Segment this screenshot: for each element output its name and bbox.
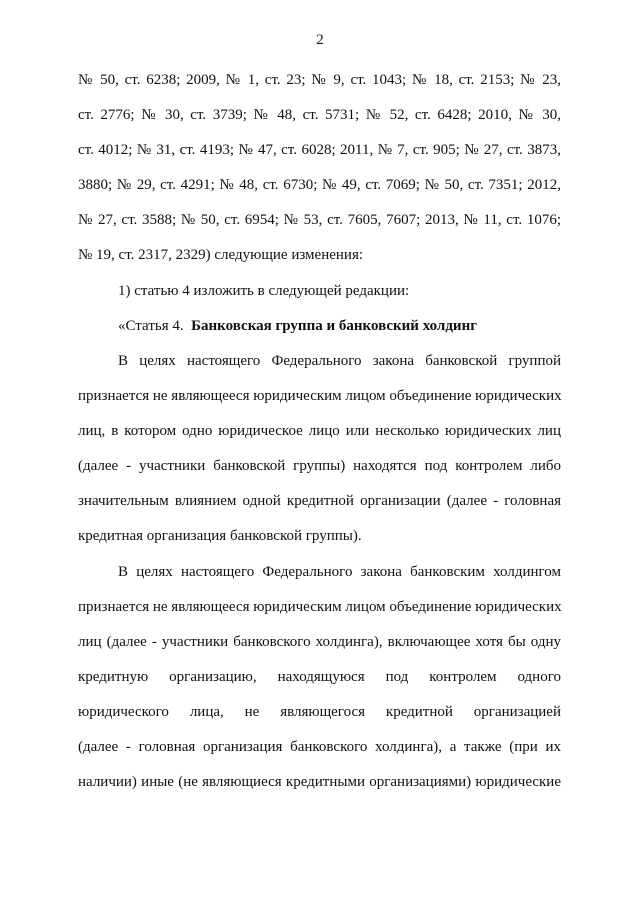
paragraph-1-line: лиц, в котором одно юридическое лицо или несколько юридических лиц: [78, 423, 561, 439]
paragraph-2-line: кредитную организацию, находящуюся под контролем одного: [78, 669, 561, 685]
citation-line: ст. 2776; № 30, ст. 3739; № 48, ст. 5731; № 52, ст. 6428; 2010, № 30,: [78, 107, 561, 123]
paragraph-1-line: В целях настоящего Федерального закона банковской группой: [118, 353, 561, 369]
citation-line: № 27, ст. 3588; № 50, ст. 6954; № 53, ст. 7605, 7607; 2013, № 11, ст. 1076;: [78, 212, 561, 228]
article-prefix: «Статья 4.: [118, 318, 184, 334]
page-number: 2: [316, 32, 324, 48]
citation-line: 3880; № 29, ст. 4291; № 48, ст. 6730; № 49, ст. 7069; № 50, ст. 7351; 2012,: [78, 177, 561, 193]
citation-line: ст. 4012; № 31, ст. 4193; № 47, ст. 6028; 2011, № 7, ст. 905; № 27, ст. 3873,: [78, 142, 561, 158]
paragraph-2-line: наличии) иные (не являющиеся кредитными организациями) юридические: [78, 774, 561, 790]
paragraph-1-line: (далее - участники банковской группы) находятся под контролем либо: [78, 458, 561, 474]
article-title: Банковская группа и банковский холдинг: [191, 318, 478, 334]
amendment-item-1: 1) статью 4 изложить в следующей редакции:: [118, 283, 410, 299]
paragraph-2-line: (далее - головная организация банковского холдинга), а также (при их: [78, 739, 561, 755]
paragraph-1-line: признается не являющееся юридическим лицом объединение юридических: [78, 388, 562, 404]
paragraph-2-line: лиц (далее - участники банковского холдинга), включающее хотя бы одну: [78, 634, 561, 650]
citation-line: № 50, ст. 6238; 2009, № 1, ст. 23; № 9, ст. 1043; № 18, ст. 2153; № 23,: [78, 72, 561, 88]
paragraph-1-line-last: кредитная организация банковской группы).: [78, 528, 362, 544]
paragraph-1-line: значительным влиянием одной кредитной организации (далее - головная: [78, 493, 561, 509]
paragraph-2-line: В целях настоящего Федерального закона банковским холдингом: [118, 564, 561, 580]
paragraph-2-line: юридического лица, не являющегося кредитной организацией: [78, 704, 561, 720]
paragraph-2-line: признается не являющееся юридическим лицом объединение юридических: [78, 599, 562, 615]
article-heading: [118, 316, 561, 336]
citation-line-last: № 19, ст. 2317, 2329) следующие изменения:: [78, 247, 364, 263]
